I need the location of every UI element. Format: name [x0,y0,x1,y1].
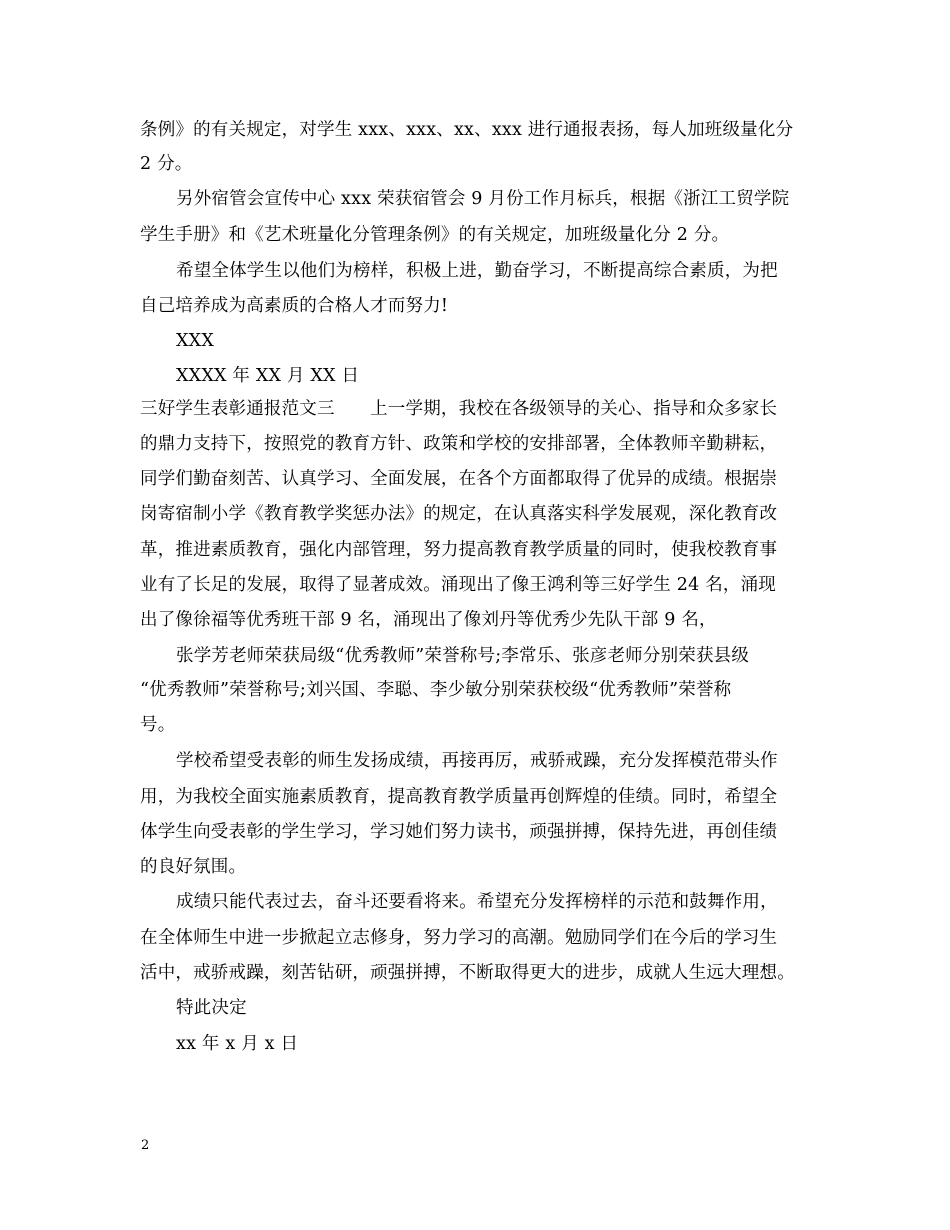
body-text-line: 的良好氛围。 [140,857,247,877]
body-text-line: 号。 [140,715,176,735]
body-text-line: 条例》的有关规定，对学生 xxx、xxx、xx、xxx 进行通报表扬，每人加班级量化分 [140,120,794,140]
signature-name: XXX [176,331,214,351]
body-text-line: 自己培养成为高素质的合格人才而努力! [140,296,449,316]
body-text-line: 在全体师生中进一步掀起立志修身，努力学习的高潮。勉励同学们在今后的学习生 [140,928,778,948]
closing-date: xx 年 x 月 x 日 [176,1034,299,1054]
body-text-line: 用，为我校全面实施素质教育，提高教育教学质量再创辉煌的佳绩。同时，希望全 [140,787,778,807]
page-number: 2 [141,1138,150,1153]
body-text-line: 张学芳老师荣获局级“优秀教师”荣誉称号;李常乐、张彦老师分别荣获县级 [176,646,750,666]
body-text-line: 出了像徐福等优秀班干部 9 名，涌现出了像刘丹等优秀少先队干部 9 名， [140,610,717,630]
section-heading-line: 三好学生表彰通报范文三 上一学期，我校在各级领导的关心、指导和众多家长 [140,399,778,419]
body-text-line: 另外宿管会宣传中心 xxx 荣获宿管会 9 月份工作月标兵，根据《浙江工贸学院 [176,189,790,209]
body-text-line: 2 分。 [140,154,193,174]
body-text-line: 体学生向受表彰的学生学习，学习她们努力读书，顽强拼搏，保持先进，再创佳绩 [140,822,778,842]
body-text-line: 学校希望受表彰的师生发扬成绩，再接再厉，戒骄戒躁，充分发挥模范带头作 [176,751,778,771]
body-text-line: 学生手册》和《艺术班量化分管理条例》的有关规定，加班级量化分 2 分。 [140,225,730,245]
body-text-line: 活中，戒骄戒躁，刻苦钻研，顽强拼搏，不断取得更大的进步，成就人生远大理想。 [140,963,795,983]
closing-text: 特此决定 [176,998,247,1018]
body-text-line: 岗寄宿制小学《教育教学奖惩办法》的规定，在认真落实科学发展观，深化教育改 [140,504,778,524]
body-text-line: 同学们勤奋刻苦、认真学习、全面发展，在各个方面都取得了优异的成绩。根据崇 [140,469,778,489]
body-text-line: 希望全体学生以他们为榜样，积极上进，勤奋学习，不断提高综合素质，为把 [176,261,778,281]
body-text-line: “优秀教师”荣誉称号;刘兴国、李聪、李少敏分别荣获校级“优秀教师”荣誉称 [140,680,732,700]
body-text-line: 业有了长足的发展，取得了显著成效。涌现出了像王鸿利等三好学生 24 名，涌现 [140,575,776,595]
body-text-line: 的鼎力支持下，按照党的教育方针、政策和学校的安排部署，全体教师辛勤耕耘， [140,434,778,454]
signature-date: XXXX 年 XX 月 XX 日 [176,366,360,386]
body-text-line: 革，推进素质教育，强化内部管理，努力提高教育教学质量的同时，使我校教育事 [140,540,778,560]
body-text-line: 成绩只能代表过去，奋斗还要看将来。希望充分发挥榜样的示范和鼓舞作用， [176,892,778,912]
